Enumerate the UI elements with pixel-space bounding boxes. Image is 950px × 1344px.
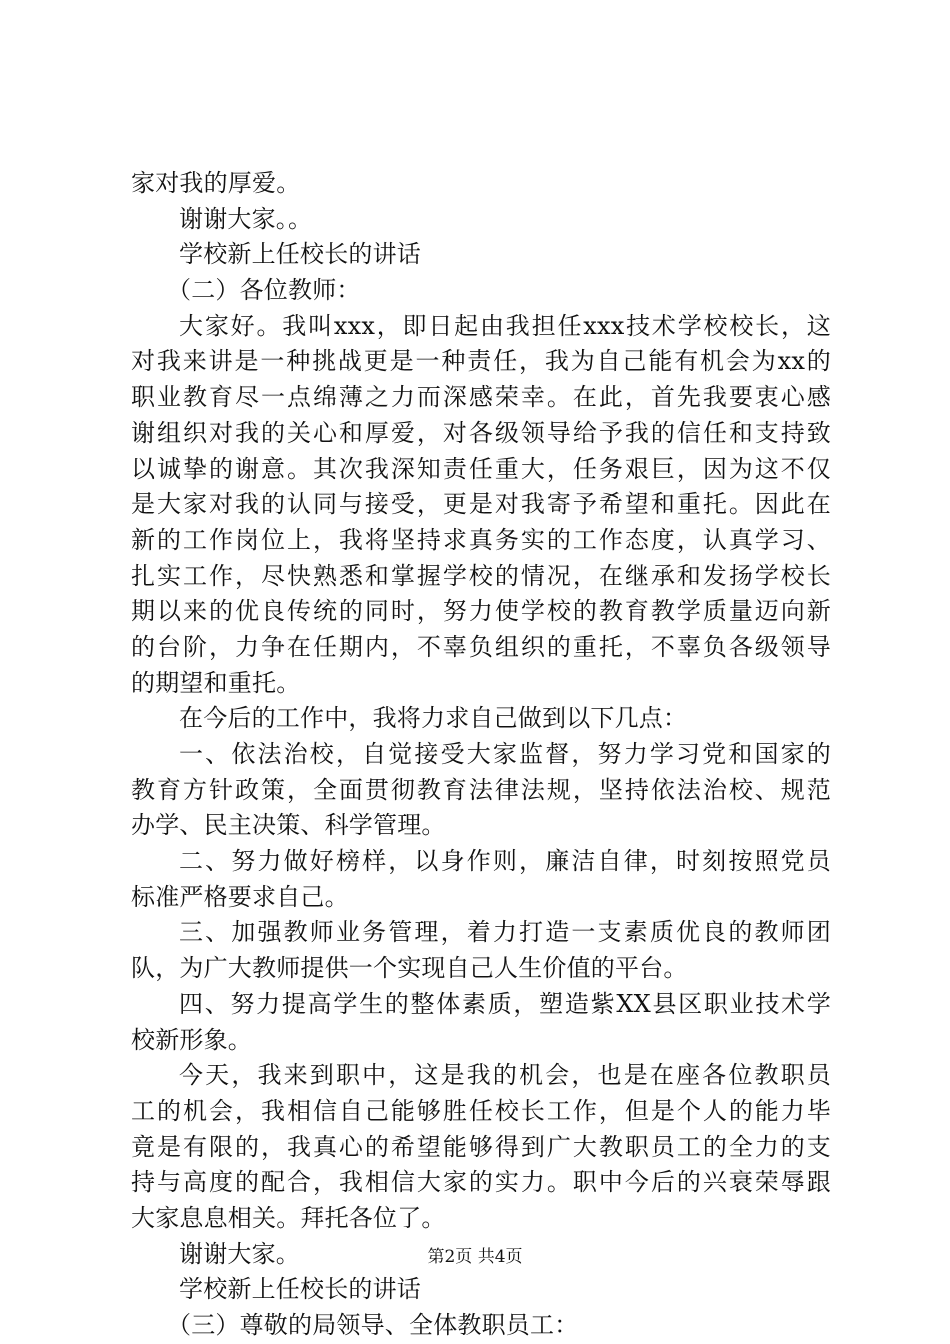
list-item-line: 四、努力提高学生的整体素质，塑造紫XX县区职业技术学 xyxy=(179,989,831,1018)
list-item-line: 教育方针政策，全面贯彻教育法律法规，坚持依法治校、规范 xyxy=(131,775,831,804)
paragraph-line: 谢谢大家。 xyxy=(179,1239,300,1268)
section-heading: 学校新上任校长的讲话 xyxy=(179,240,421,269)
paragraph-line: 今天，我来到职中，这是我的机会，也是在座各位教职员 xyxy=(179,1061,831,1090)
list-item-line: 标准严格要求自己。 xyxy=(131,882,349,911)
paragraph-line: 谢组织对我的关心和厚爱，对各级领导给予我的信任和支持致 xyxy=(131,418,831,447)
paragraph-line: 在今后的工作中，我将力求自己做到以下几点： xyxy=(179,704,688,733)
list-item-line: 三、加强教师业务管理，着力打造一支素质优良的教师团 xyxy=(179,918,831,947)
paragraph-line: 家对我的厚爱。 xyxy=(131,169,301,197)
salutation-line: （三）尊敬的局领导、全体教职员工： xyxy=(167,1311,579,1339)
document-body xyxy=(131,166,831,1344)
paragraph-line: 的期望和重托。 xyxy=(131,668,301,697)
paragraph-line: 是大家对我的认同与接受，更是对我寄予希望和重托。因此在 xyxy=(131,490,831,519)
list-item-line: 校新形象。 xyxy=(131,1025,252,1054)
paragraph-line: 竟是有限的，我真心的希望能够得到广大教职员工的全力的支 xyxy=(131,1132,831,1161)
paragraph-line: 大家息息相关。拜托各位了。 xyxy=(131,1203,446,1232)
paragraph-line: 对我来讲是一种挑战更是一种责任，我为自己能有机会为xx的 xyxy=(131,347,831,376)
paragraph-line: 持与高度的配合，我相信大家的实力。职中今后的兴衰荣辱跟 xyxy=(131,1168,831,1197)
list-item-line: 一、依法治校，自觉接受大家监督，努力学习党和国家的 xyxy=(179,740,831,768)
paragraph-line: 的台阶，力争在任期内，不辜负组织的重托，不辜负各级领导 xyxy=(131,632,831,661)
paragraph-line: 新的工作岗位上，我将坚持求真务实的工作态度，认真学习、 xyxy=(131,525,831,554)
salutation-line: （二）各位教师： xyxy=(167,276,361,305)
paragraph-line: 扎实工作，尽快熟悉和掌握学校的情况，在继承和发扬学校长 xyxy=(131,561,831,590)
paragraph-line: 职业教育尽一点绵薄之力而深感荣幸。在此，首先我要衷心感 xyxy=(131,383,831,412)
paragraph-line: 大家好。我叫xxx，即日起由我担任xxx技术学校校长，这 xyxy=(179,311,831,340)
list-item-line: 办学、民主决策、科学管理。 xyxy=(131,811,446,840)
paragraph-line: 以诚挚的谢意。其次我深知责任重大，任务艰巨，因为这不仅 xyxy=(131,454,831,483)
list-item-line: 二、努力做好榜样，以身作则，廉洁自律，时刻按照党员 xyxy=(179,847,831,876)
page-indicator: 第2页 共4页 xyxy=(427,1247,523,1267)
paragraph-line: 谢谢大家。。 xyxy=(179,204,313,233)
paragraph-line: 期以来的优良传统的同时，努力使学校的教育教学质量迈向新 xyxy=(131,597,831,626)
paragraph-line: 工的机会，我相信自己能够胜任校长工作，但是个人的能力毕 xyxy=(131,1096,831,1125)
list-item-line: 队，为广大教师提供一个实现自己人生价值的平台。 xyxy=(131,954,688,983)
section-heading: 学校新上任校长的讲话 xyxy=(179,1275,421,1304)
